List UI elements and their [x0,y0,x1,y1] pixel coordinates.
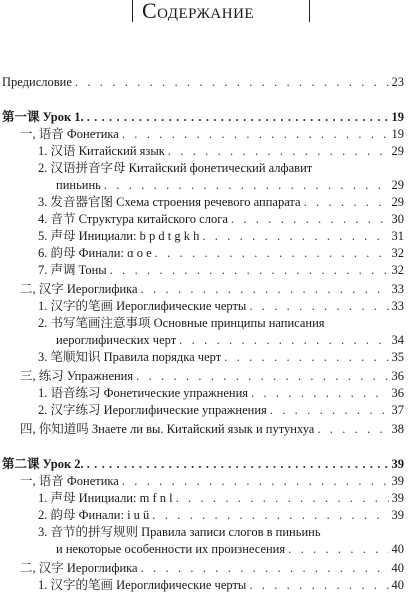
toc-leader-dots [87,456,389,473]
toc-entry-title: 3. 发音器官图 Схема строения речевого аппарата [38,195,301,209]
header-right-rule [309,0,310,22]
toc-leader-dots [75,74,389,91]
toc-leader-dots [270,402,389,419]
toc-page-number: 33 [391,282,404,296]
toc-leader-dots [110,262,389,279]
toc-entry-subsection[interactable] [38,385,404,402]
toc-entry-title: 1. 汉字的笔画 Иероглифические черты [38,299,247,313]
toc-entry-subsection[interactable] [38,298,404,315]
toc-entry-title: 4. 音节 Структура китайского слога [38,212,228,226]
toc-entry-section[interactable] [20,473,404,490]
toc-leader-dots [176,490,389,507]
toc-page-number: 40 [391,561,404,575]
toc-entry-title: 第二课 Урок 2. [2,457,84,471]
toc-entry-subsection[interactable] [56,177,404,194]
toc-entry-title: 三, 练习 Упражнения [20,369,134,383]
toc-entry-title-line2: иероглифических черт [56,333,177,347]
toc-page-number: 39 [391,508,404,522]
toc-entry-title: 一, 语音 Фонетика [20,474,119,488]
toc-entry-subsection[interactable] [38,490,404,507]
toc-entry-subsection[interactable] [38,143,404,160]
toc-page-number: 39 [391,491,404,505]
toc-leader-dots [231,211,389,228]
toc-entry-subsection[interactable] [56,332,404,349]
toc-entry-title: 四, 你知道吗 Знаете ли вы. Китайский язык и путунхуа [20,422,315,436]
toc-entry-subsection[interactable] [56,541,404,558]
toc-entry-title: 1. 声母 Инициали: m f n l [38,491,173,505]
toc-page-number: 29 [391,144,404,158]
toc-page-number: 38 [391,422,404,436]
toc-entry-subsection[interactable] [38,194,404,211]
toc-page-number: 32 [391,263,404,277]
page-header [0,0,409,24]
toc-entry-title: 二, 汉字 Иероглифика [20,282,138,296]
toc-page-number: 31 [391,229,404,243]
page-title: Содержание [142,0,255,23]
toc-entry-title: 2. 韵母 Финали: i u ü [38,508,150,522]
toc-entry-title-line2: и некоторые особенности их произнесения [56,542,286,556]
toc-leader-dots [251,385,388,402]
toc-page-number: 37 [391,403,404,417]
toc-entry-section[interactable] [20,368,404,385]
toc-page-number: 34 [391,333,404,347]
toc-entry-title-line1: 2. 汉语拼音字母 Китайский фонетический алфавит [38,161,313,175]
toc-page-number: 32 [391,246,404,260]
toc-leader-dots [288,541,388,558]
toc-page-number: 30 [391,212,404,226]
toc-entry-lesson-1[interactable] [2,109,404,126]
toc-entry-section[interactable] [20,281,404,298]
toc-entry-section[interactable] [20,560,404,577]
toc-leader-dots [202,228,388,245]
toc-page-number: 39 [391,457,404,471]
toc-page-number: 36 [391,369,404,383]
header-left-rule [132,0,133,22]
toc-leader-dots [249,577,388,594]
toc-page-number: 19 [391,127,404,141]
toc-leader-dots [179,332,388,349]
toc-page-number: 39 [391,474,404,488]
toc-page-number: 23 [391,75,404,89]
toc-page-number: 35 [391,350,404,364]
toc-page-number: 29 [391,178,404,192]
toc-leader-dots [141,281,389,298]
toc-leader-dots [155,245,389,262]
toc-page-number: 36 [391,386,404,400]
toc-entry-section[interactable] [20,421,404,438]
toc-entry-subsection[interactable] [38,402,404,419]
toc-leader-dots [136,368,388,385]
toc-entry-subsection[interactable] [38,211,404,228]
toc-entry-title: Предисловие [2,75,72,89]
toc-leader-dots [87,109,389,126]
toc-entry-lesson-2[interactable] [2,456,404,473]
toc-entry-preface[interactable] [2,74,404,91]
toc-leader-dots [122,126,389,143]
toc-entry-title: 2. 汉字练习 Иероглифические упражнения [38,403,267,417]
toc-page-number: 29 [391,195,404,209]
toc-entry-title: 6. 韵母 Финали: ɑ o e [38,246,152,260]
toc-leader-dots [104,177,389,194]
toc-entry-title: 1. 汉字的笔画 Иероглифические черты [38,578,247,592]
toc-entry-title-line1: 2. 书写笔画注意事项 Основные принципы написания [38,316,325,330]
toc-page-number: 40 [391,542,404,556]
toc-leader-dots [304,194,389,211]
toc-entry-subsection[interactable] [38,507,404,524]
toc-entry-title: 1. 语音练习 Фонетические упражнения [38,386,249,400]
toc-entry-title: 5. 声母 Инициали: b p d t g k h [38,229,200,243]
toc-entry-title-line1: 3. 音节的拼写规则 Правила записи слогов в пиньинь [38,525,321,539]
toc-leader-dots [317,421,388,438]
toc-leader-dots [168,143,389,160]
toc-entry-subsection[interactable] [38,228,404,245]
toc-entry-subsection[interactable] [38,349,404,366]
toc-page-number: 40 [391,578,404,592]
toc-entry-section[interactable] [20,126,404,143]
toc-entry-title: 第一课 Урок 1. [2,110,84,124]
toc-entry-title-line2: пиньинь [56,178,101,192]
toc-entry-subsection[interactable] [38,262,404,279]
toc-entry-subsection[interactable] [38,245,404,262]
toc-entry-title: 3. 笔顺知识 Правила порядка черт [38,350,222,364]
toc-leader-dots [152,507,388,524]
toc-page-number: 33 [391,299,404,313]
toc-leader-dots [141,560,389,577]
toc-leader-dots [122,473,389,490]
toc-entry-title: 二, 汉字 Иероглифика [20,561,138,575]
toc-entry-title: 1. 汉语 Китайский язык [38,144,165,158]
toc-entry-title: 7. 声调 Тоны [38,263,107,277]
toc-leader-dots [224,349,388,366]
toc-entry-title: 一, 语音 Фонетика [20,127,119,141]
toc-leader-dots [249,298,388,315]
toc-entry-subsection[interactable] [38,577,404,594]
toc-page-number: 19 [391,110,404,124]
